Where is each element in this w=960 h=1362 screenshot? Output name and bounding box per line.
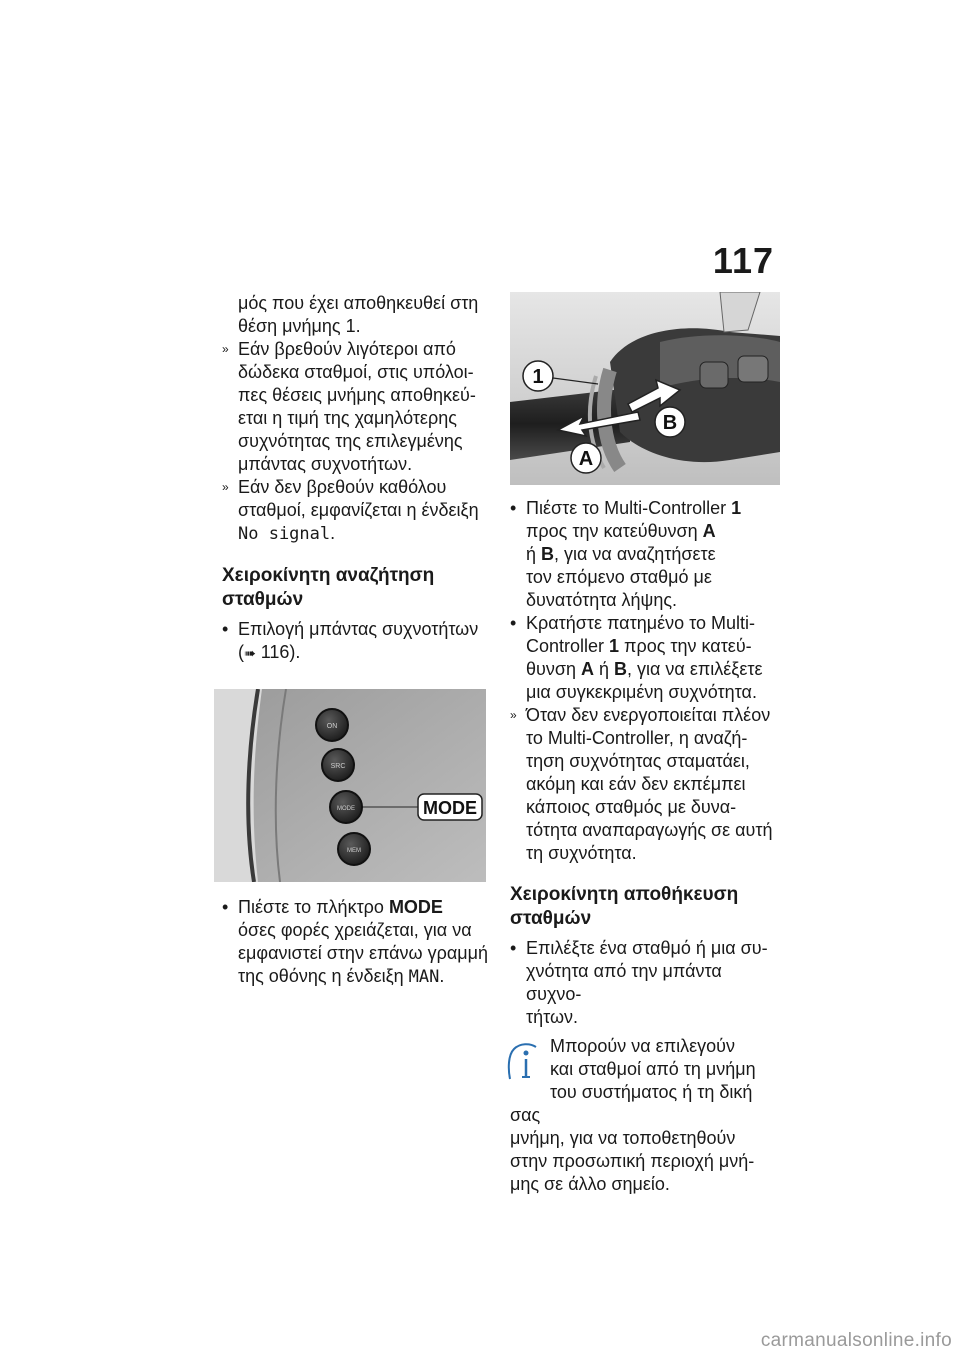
result-item: » Όταν δεν ενεργοποιείται πλέον το Multi-Controller, η αναζή- τηση συχνότητας σταματάει, ακόμη και εάν δεν εκπέμπει κάποιος σταθμός με δυνα- τότητα αναπαραγωγής σε αυτή τη συχνότητα.: [510, 705, 773, 863]
button-on: [316, 709, 348, 741]
result-item: » Εάν δεν βρεθούν καθόλου σταθμοί, εμφανίζεται η ένδειξη No signal.: [222, 477, 479, 544]
left-column: [222, 292, 494, 989]
list-item: • Πιέστε το Multi-Controller 1 προς την κατεύθυνση A ή B, για να αναζητήσετε τον επόμενο σταθμό με δυνατότητα λήψης.: [510, 498, 742, 610]
button-mode: [330, 791, 362, 823]
svg-text:SRC: SRC: [330, 763, 346, 770]
page-number: 117: [712, 240, 774, 281]
button-panel-illustration: [214, 689, 486, 882]
button-panel-figure: [214, 689, 486, 882]
bullet-icon: •: [510, 938, 517, 958]
callout-a: [571, 443, 601, 473]
result-item: » Εάν βρεθούν λιγότεροι από δώδεκα σταθμοί, στις υπόλοι- πες θέσεις μνήμης αποθηκεύ- εται η τιμή της χαμηλότερης συχνότητας της επιλεγμένης μπάντας συχνοτήτων.: [222, 339, 476, 474]
section-heading-manual-search: Χειροκίνητη αναζήτηση σταθμών: [222, 565, 435, 610]
bullet-icon: •: [222, 897, 229, 917]
callout-b: [655, 407, 685, 437]
list-item: • Πιέστε το πλήκτρο MODE όσες φορές χρειάζεται, για να εμφανιστεί στην επάνω γραμμή της οθόνης η ένδειξη MAN.: [222, 897, 488, 987]
section-heading-manual-store: Χειροκίνητη αποθήκευση σταθμών: [510, 884, 739, 929]
list-item: • Κρατήστε πατημένο το Multi- Controller 1 προς την κατεύ- θυνση A ή B, για να επιλέξετε μια συγκεκριμένη συχνότητα.: [510, 613, 763, 702]
svg-text:ON: ON: [326, 723, 338, 730]
svg-text:A: A: [578, 448, 594, 470]
right-column: [510, 292, 782, 1196]
svg-text:MODE: MODE: [423, 798, 477, 818]
multi-controller-figure: [510, 292, 780, 485]
svg-text:1: 1: [532, 366, 544, 388]
svg-text:MODE: MODE: [337, 806, 355, 812]
intro-paragraph: μός που έχει αποθηκευθεί στη θέση μνήμης 1.: [238, 293, 479, 336]
multi-controller-illustration: [510, 292, 780, 485]
bullet-icon: •: [510, 498, 517, 518]
result-arrow-icon: »: [222, 480, 229, 494]
key-mode: MODE: [388, 897, 443, 917]
list-item: • Επιλέξτε ένα σταθμό ή μια συ- χνότητα από την μπάντα συχνο- τήτων.: [510, 938, 768, 1027]
display-text-man: MAN: [408, 967, 440, 987]
button-src: [322, 749, 354, 781]
result-arrow-icon: »: [222, 342, 229, 356]
bullet-icon: •: [222, 619, 229, 639]
bullet-icon: •: [510, 613, 517, 633]
watermark: carmanualsonline.info: [760, 1330, 952, 1351]
result-arrow-icon: »: [510, 708, 517, 722]
display-text-no-signal: No signal: [238, 524, 331, 544]
info-icon: [504, 1039, 544, 1083]
svg-text:B: B: [662, 412, 678, 434]
info-note: Μπορούν να επιλεγούν και σταθμοί από τη μνήμη του συστήματος ή τη δική σας μνήμη, για να τοποθετηθούν στην προσωπική περιοχή μνή- μης σε άλλο σημείο.: [510, 1035, 782, 1196]
button-mem: [338, 833, 370, 865]
page-reference-arrow-icon: ➠: [244, 645, 256, 661]
mode-callout: [418, 794, 482, 820]
svg-text:MEM: MEM: [347, 848, 361, 854]
list-item: • Επιλογή μπάντας συχνοτήτων (➠ 116).: [222, 619, 479, 662]
